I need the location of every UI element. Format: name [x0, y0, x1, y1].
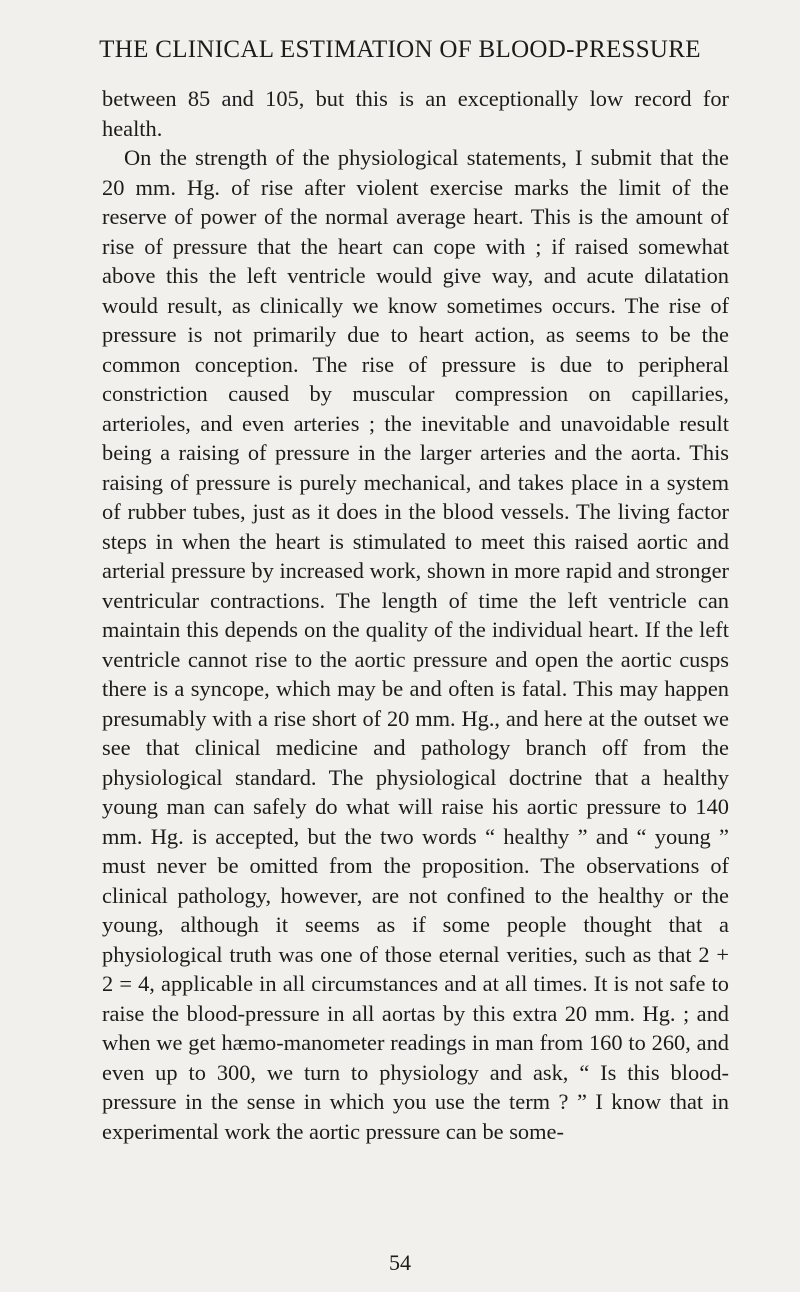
page-number: 54	[389, 1250, 411, 1275]
paragraph-continuation: between 85 and 105, but this is an exceptionally low record for health.	[102, 86, 729, 141]
body-text	[102, 84, 729, 1146]
paragraph-main: On the strength of the physiological statements, I submit that the 20 mm. Hg. of rise after violent exercise marks the limit of the reserve of power of the normal average heart. This is the amount of rise of pressure that the heart can cope with ; if raised somewhat above this the left ventricle would give way, and acute dilatation would result, as clinically we know sometimes occurs. The rise of pressure is not primarily due to heart action, as seems to be the common conception. The rise of pressure is due to peripheral constriction caused by muscular compression on capillaries, arterioles, and even arteries ; the inevitable and unavoidable result being a raising of pressure in the larger arteries and the aorta. This raising of pressure is purely mechanical, and takes place in a system of rubber tubes, just as it does in the blood vessels. The living factor steps in when the heart is stimulated to meet this raised aortic and arterial pressure by increased work, shown in more rapid and stronger ventricular contractions. The length of time the left ventricle can maintain this depends on the quality of the individual heart. If the left ventricle cannot rise to the aortic pressure and open the aortic cusps there is a syncope, which may be and often is fatal. This may happen presumably with a rise short of 20 mm. Hg., and here at the outset we see that clinical medicine and pathology branch off from the physiological standard. The physiological doctrine that a healthy young man can safely do what will raise his aortic pressure to 140 mm. Hg. is accepted, but the two words “ healthy ” and “ young ” must never be omitted from the proposition. The observations of clinical pathology, however, are not confined to the healthy or the young, although it seems as if some people thought that a physiological truth was one of those eternal verities, such as that 2 + 2 = 4, applicable in all circumstances and at all times. It is not safe to raise the blood-pressure in all aortas by this extra 20 mm. Hg. ; and when we get hæmo-manometer readings in man from 160 to 260, and even up to 300, we turn to physiology and ask, “ Is this blood-pressure in the sense in which you use the term ? ” I know that in experimental work the aortic pressure can be some-	[102, 145, 729, 1144]
running-header: THE CLINICAL ESTIMATION OF BLOOD-PRESSURE	[99, 36, 701, 63]
